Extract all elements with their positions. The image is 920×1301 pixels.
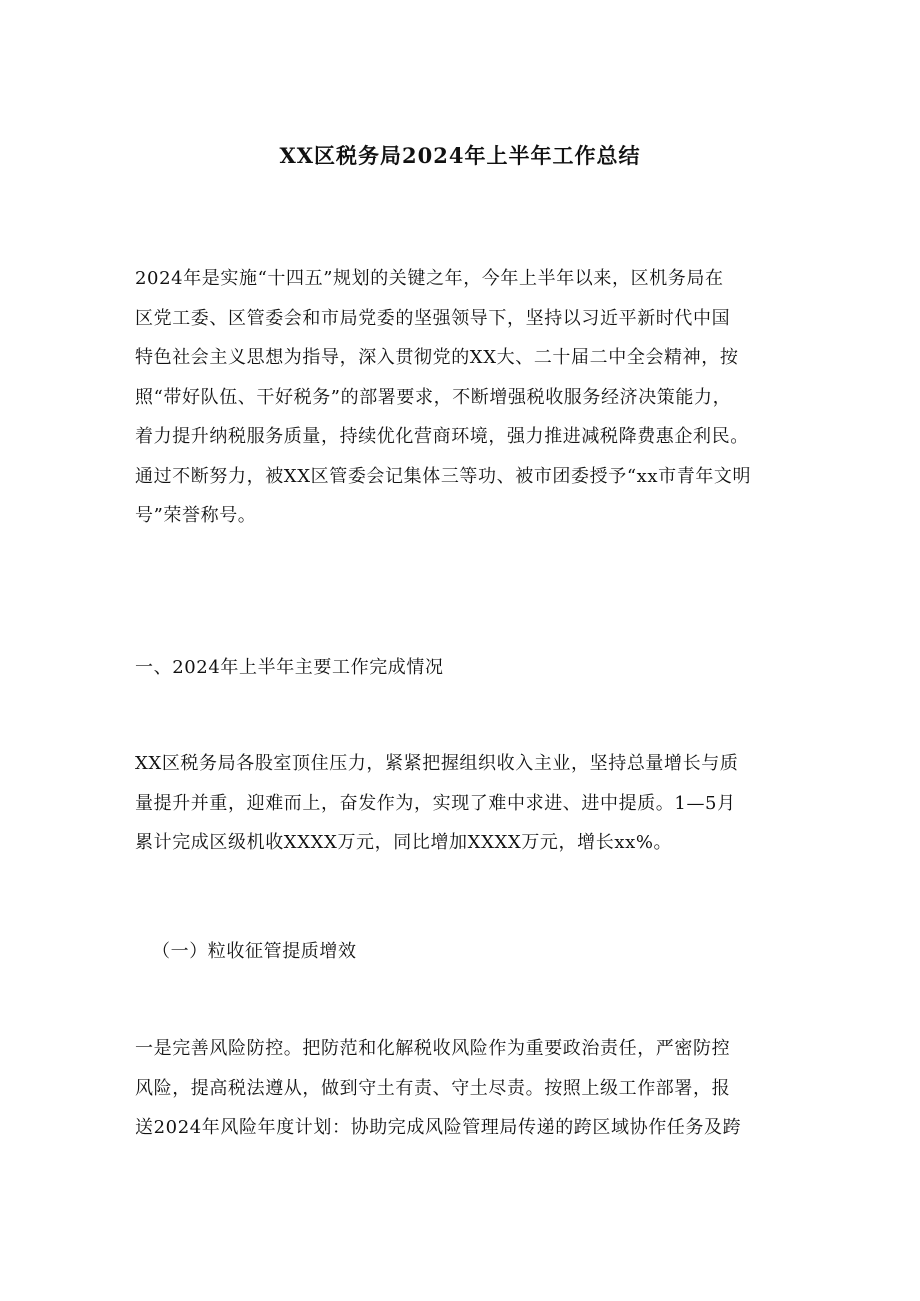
paragraph-line: 累计完成区级机收XXXX万元，同比增加XXXX万元，增长xx%。: [135, 832, 673, 853]
paragraph-line: 风险，提高税法遵从，做到守土有责、守土尽责。按照上级工作部署，报: [135, 1077, 731, 1099]
paragraph-line: XX区税务局各股室顶住压力，紧紧把握组织收入主业，坚持总量增长与质: [135, 753, 739, 774]
paragraph-line: 送2024年风险年度计划：协助完成风险管理局传递的跨区域协作任务及跨: [135, 1117, 742, 1138]
document-title: XX区税务局2024年上半年工作总结: [279, 143, 641, 168]
paragraph-line: 区党工委、区管委会和市局党委的坚强领导下，坚持以习近平新时代中国: [135, 307, 731, 329]
paragraph-line: 号”荣誉称号。: [135, 505, 257, 526]
paragraph-line: 量提升并重，迎难而上，奋发作为，实现了难中求进、进中提质。1—5月: [135, 792, 736, 814]
paragraph-line: 照“带好队伍、干好税务”的部署要求，不断增强税收服务经济决策能力，: [135, 386, 732, 408]
subsection-paragraph: [135, 1029, 791, 1148]
section-paragraph: [135, 744, 791, 863]
intro-paragraph: [135, 259, 791, 536]
subsection-heading: （一）粒收征管提质增效: [152, 941, 357, 962]
paragraph-line: 特色社会主义思想为指导，深入贯彻党的XX大、二十届二中全会精神，按: [135, 347, 739, 368]
paragraph-line: 一是完善风险防控。把防范和化解税收风险作为重要政治责任，严密防控: [135, 1038, 731, 1059]
paragraph-line: 通过不断努力，被XX区管委会记集体三等功、被市团委授予“xx市青年文明: [135, 465, 752, 487]
paragraph-line: 着力提升纳税服务质量，持续优化营商环境，强力推进减税降费惠企利民。: [135, 426, 749, 447]
section-heading: 一、2024年上半年主要工作完成情况: [135, 657, 444, 678]
paragraph-line: 2024年是实施“十四五”规划的关键之年，今年上半年以来，区机务局在: [135, 268, 724, 289]
